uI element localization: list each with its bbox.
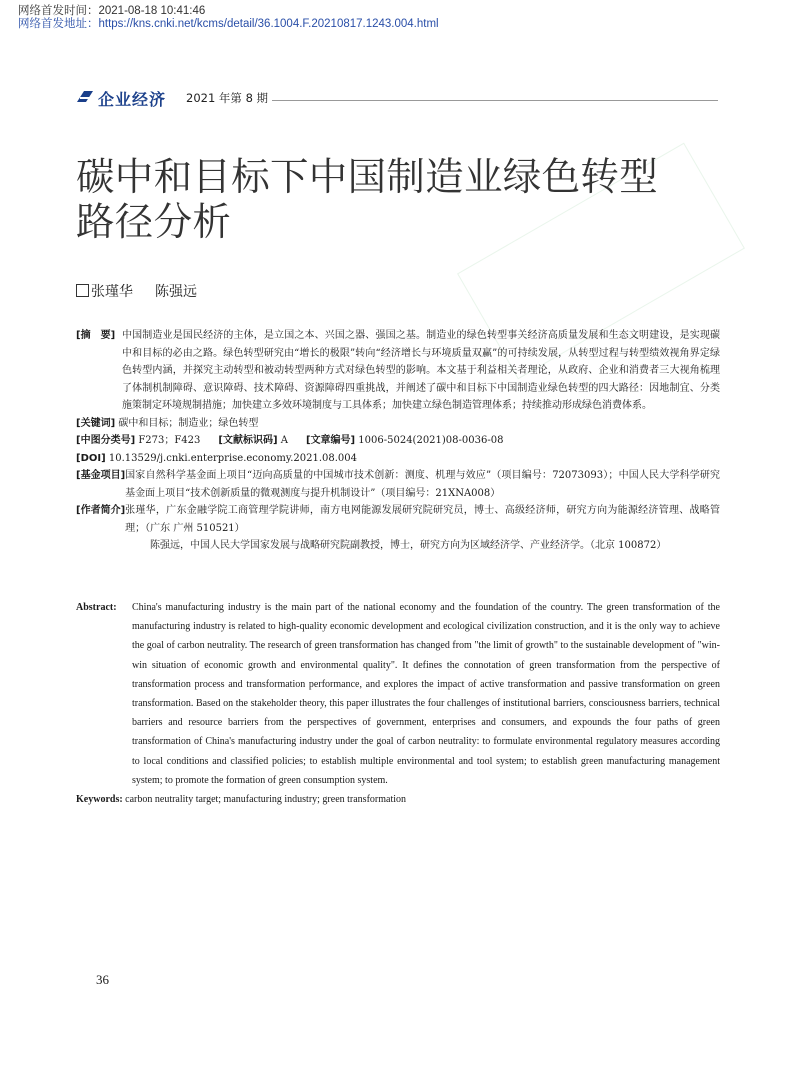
abstract-en-text: China's manufacturing industry is the main part of the national economy and the foundation of the country. The green transformation of the manufacturing industry is related to high-quality economic development and ecological civilization construction, and it is the only way to achieve the goal of carbon neutrality. The research of green transformation has changed from "the limit of growth" to the sustainable development of "win-win situation of economic growth and environmental quality". It defines the connotation of green transformation from the perspective of transformation process and transformation performance, and explores the impact of active transformation and passive transformation on green transformation. Based on the stakeholder theory, this paper illustrates the four challenges of institutional barriers, consciousness barriers, technical barriers and resource barriers from the perspectives of government, enterprises and consumers, and expounds the four paths of green transformation of China's manufacturing industry under the goal of carbon neutrality: to formulate environmental regulatory measures according to local conditions and classified policies; to establish multiple environmental and tool system; to establish green manufacturing management system; to promote the formation of green consumption system. (132, 602, 720, 786)
title-line: 路径分析 (76, 200, 232, 245)
keywords-cn-label: [关键词] (76, 417, 116, 429)
doi-value[interactable]: 10.13529/j.cnki.enterprise.economy.2021.08.004 (108, 452, 357, 464)
keywords-cn-text: 碳中和目标；制造业；绿色转型 (118, 417, 259, 429)
author-info-second: 陈强远，中国人民大学国家发展与战略研究院副教授，博士，研究方向为区域经济学、产业经济学。（北京 100872） (150, 540, 667, 551)
author-info-line (76, 502, 720, 537)
journal-header (76, 88, 718, 109)
doi-label: [DOI] (76, 452, 106, 464)
fund-text: 国家自然科学基金面上项目“迈向高质量的中国城市技术创新：测度、机理与效应”（项目编号：72073093）；中国人民大学科学研究基金面上项目“技术创新质量的微观测度与提升机制设计”（项目编号：21XNA008） (125, 470, 720, 499)
abstract-cn-label: [摘 要] (76, 330, 116, 341)
keywords-cn (76, 415, 720, 433)
fund-line (76, 467, 720, 502)
article-title (76, 155, 756, 245)
keywords-en-text: carbon neutrality target; manufacturing industry; green transformation (125, 794, 407, 806)
article-number-value: 1006-5024(2021)08-0036-08 (358, 435, 504, 446)
page-number: 36 (96, 972, 109, 987)
publish-url[interactable]: 网络首发地址：https://kns.cnki.net/kcms/detail/36.1004.F.20210817.1243.004.html (18, 18, 439, 30)
article-number-label: [文章编号] (305, 435, 356, 446)
english-abstract-block (76, 598, 720, 809)
journal-logo-icon (76, 89, 94, 104)
clc-value: F273；F423 (138, 435, 201, 446)
abstract-en-label: Abstract: (76, 602, 117, 613)
abstract-cn (76, 327, 720, 415)
clc-label: [中图分类号] (76, 435, 136, 446)
fund-label: [基金项目] (76, 470, 126, 481)
author-info-first: 张瑾华，广东金融学院工商管理学院讲师，南方电网能源发展研究院研究员，博士、高级经济师，研究方向为能源经济管理、战略管理；（广东 广州 510521） (125, 505, 720, 534)
publish-time: 网络首发时间：2021-08-18 10:41:46 (18, 5, 206, 17)
doc-code-label: [文献标识码] (218, 435, 278, 446)
title-line: 碳中和目标下中国制造业绿色转型 (76, 155, 659, 200)
header-rule (272, 100, 718, 101)
journal-issue: 2021 年第 8 期 (186, 91, 269, 105)
author-info-label: [作者简介] (76, 505, 126, 516)
classification-line (76, 432, 720, 450)
article-metadata (76, 327, 720, 555)
keywords-en (76, 790, 720, 809)
doc-code-value: A (280, 435, 288, 446)
doi-line (76, 450, 720, 468)
abstract-cn-text: 中国制造业是国民经济的主体，是立国之本、兴国之器、强国之基。制造业的绿色转型事关经济高质量发展和生态文明建设，是实现碳中和目标的必由之路。绿色转型研究由“增长的极限”转向“经济增长与环境质量双赢”的可持续发展，从转型过程与转型绩效视角界定绿色转型内涵，并探究主动转型和被动转型两种方式对绿色转型的影响。本文基于利益相关者理论，从政府、企业和消费者三大视角梳理了体制机制障碍、意识障碍、技术障碍、资源障碍四重挑战，并阐述了碳中和目标下中国制造业绿色转型的四大路径：因地制宜、分类施策制定环境规制措施；加快建立多效环境制度与工具体系；加快建立绿色制造管理体系；持续推动形成绿色消费体系。 (122, 330, 720, 411)
author-name: 张瑾华 (91, 284, 133, 300)
journal-name: 企业经济 (98, 90, 167, 109)
square-marker-icon (76, 284, 89, 297)
keywords-en-label: Keywords: (76, 794, 123, 806)
abstract-en (76, 598, 720, 790)
author-name: 陈强远 (155, 284, 197, 300)
author-line (76, 282, 197, 302)
